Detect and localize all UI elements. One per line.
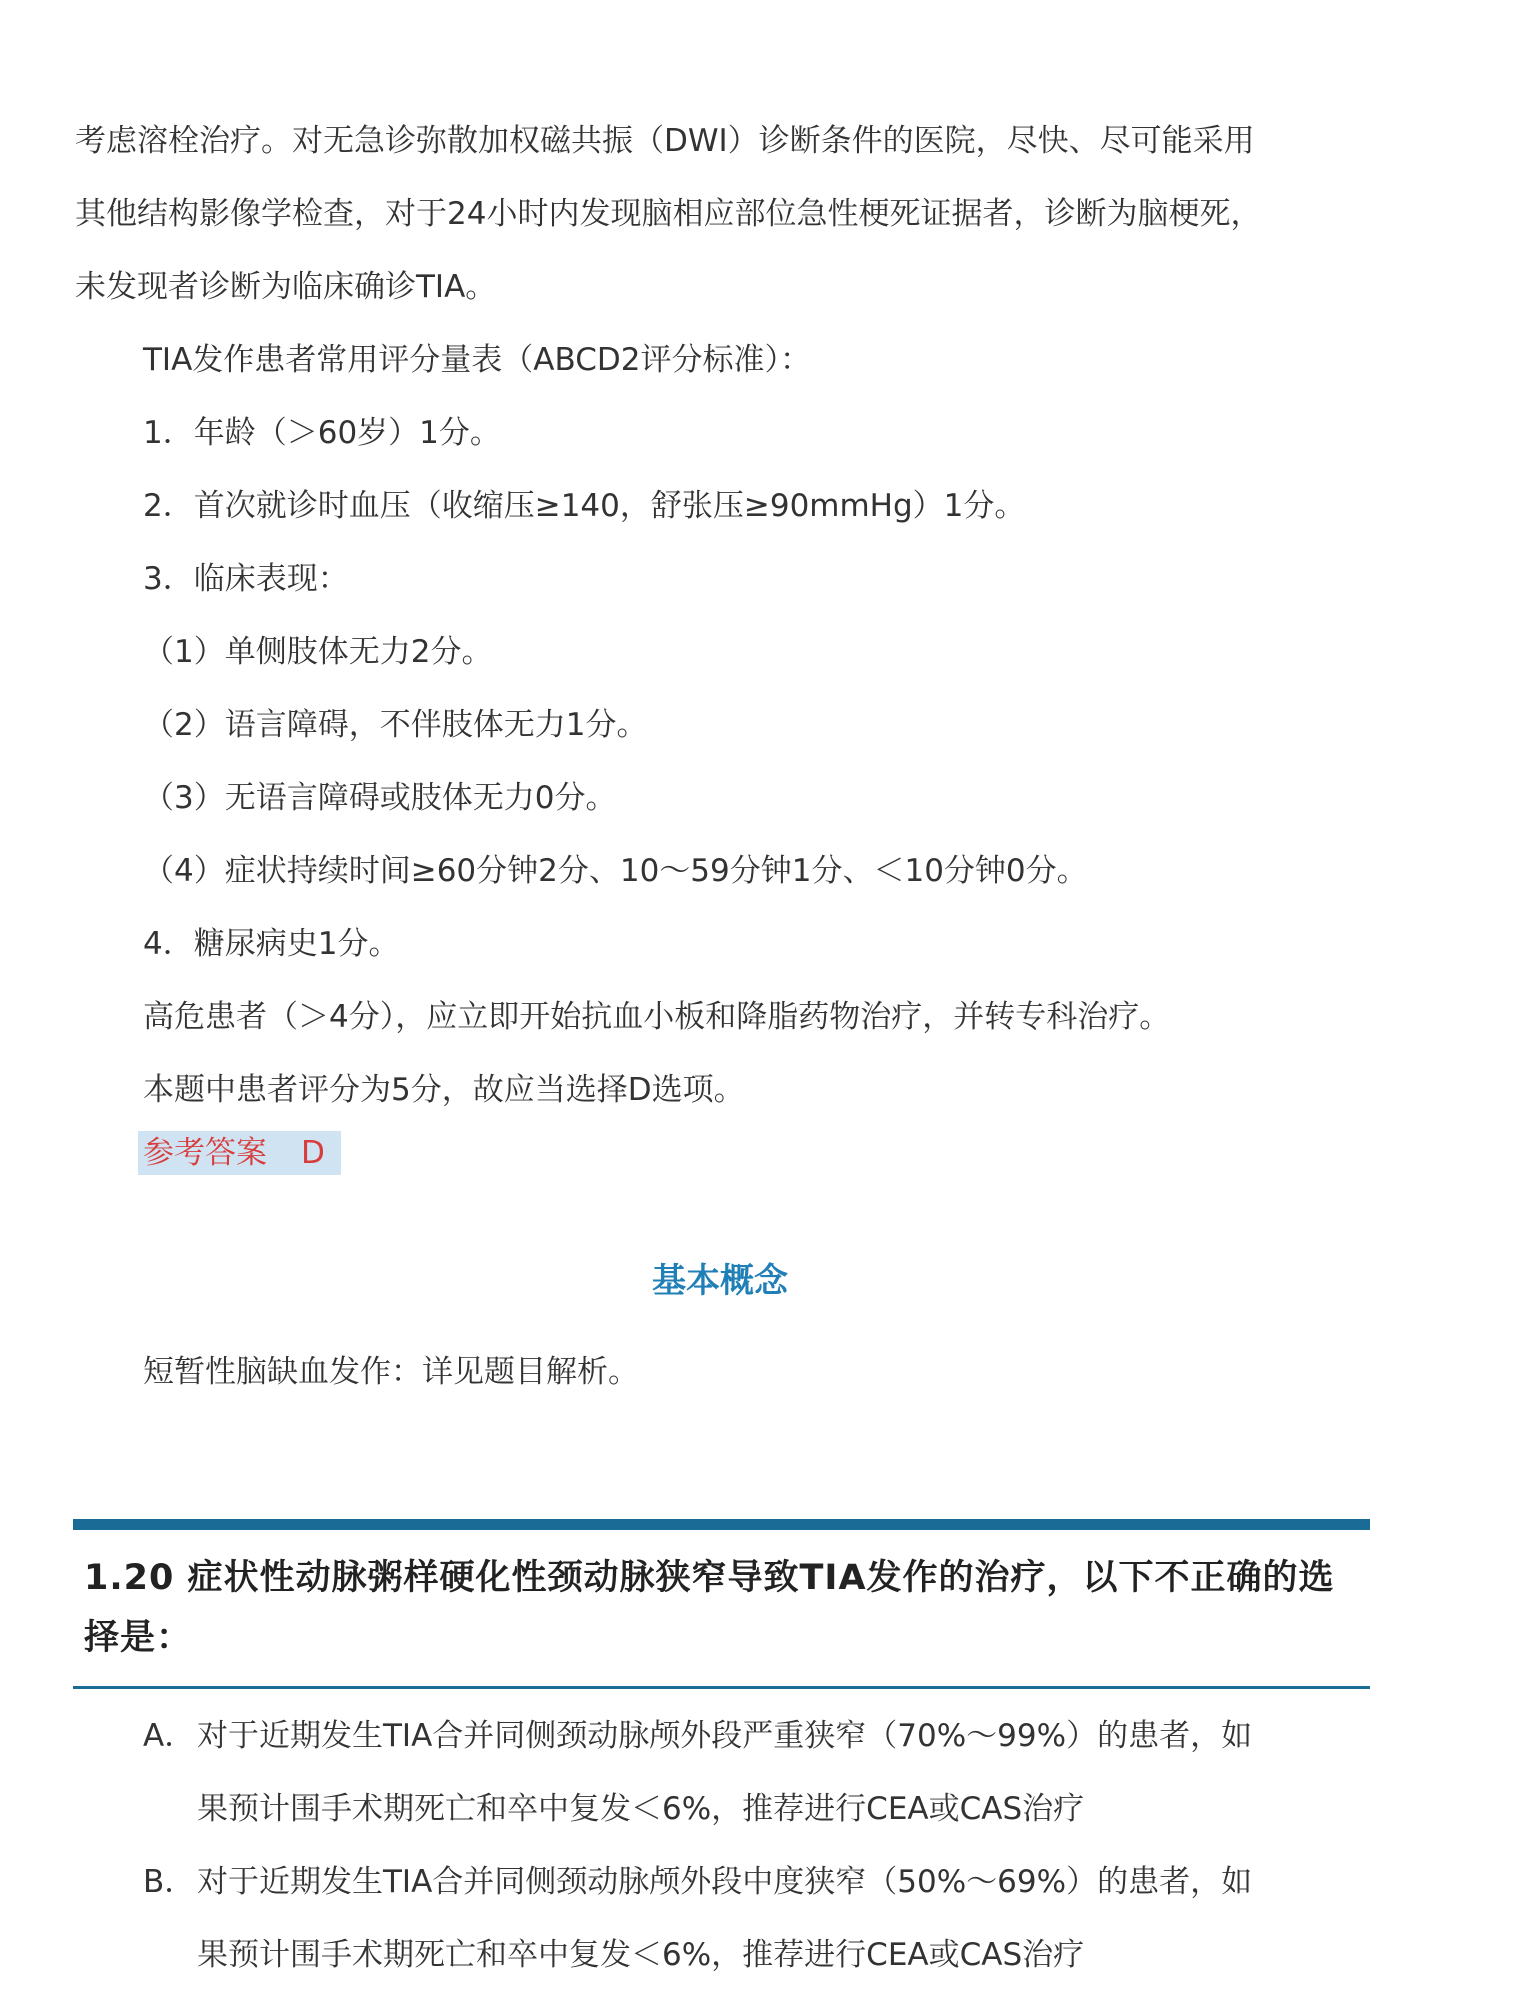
question-top-bar <box>73 1519 1370 1530</box>
intro-line-2: 其他结构影像学检查，对于24小时内发现脑相应部位急性梗死证据者，诊断为脑梗死， <box>75 196 1262 232</box>
answer-letter: D <box>301 1135 325 1171</box>
option-a-line2: 果预计围手术期死亡和卒中复发＜6%，推荐进行CEA或CAS治疗 <box>197 1791 1085 1827</box>
option-b-line2: 果预计围手术期死亡和卒中复发＜6%，推荐进行CEA或CAS治疗 <box>197 1937 1085 1973</box>
scale-item-4: 4．糖尿病史1分。 <box>143 926 400 962</box>
question-divider <box>73 1686 1370 1689</box>
scale-subitem-4: （4）症状持续时间≥60分钟2分、10～59分钟1分、＜10分钟0分。 <box>143 853 1088 889</box>
option-b-letter: B． <box>143 1864 196 1900</box>
scale-subitem-1: （1）单侧肢体无力2分。 <box>143 634 493 670</box>
option-a-letter: A． <box>143 1718 196 1754</box>
option-a-line1: 对于近期发生TIA合并同侧颈动脉颅外段严重狭窄（70%～99%）的患者，如 <box>197 1718 1253 1754</box>
basic-concept-heading: 基本概念 <box>652 1261 788 1301</box>
option-b[interactable] <box>143 1846 1373 1992</box>
question-title: 1.20 症状性动脉粥样硬化性颈动脉狭窄导致TIA发作的治疗，以下不正确的选择是： <box>84 1558 1335 1658</box>
scale-subitem-2: （2）语言障碍，不伴肢体无力1分。 <box>143 707 648 743</box>
scale-item-1: 1．年龄（＞60岁）1分。 <box>143 415 501 451</box>
answer-label: 参考答案 <box>143 1135 267 1171</box>
scale-subitem-3: （3）无语言障碍或肢体无力0分。 <box>143 780 617 816</box>
high-risk-note: 高危患者（＞4分），应立即开始抗血小板和降脂药物治疗，并转专科治疗。 <box>143 999 1171 1035</box>
scale-item-2: 2．首次就诊时血压（收缩压≥140，舒张压≥90mmHg）1分。 <box>143 488 1026 524</box>
score-conclusion: 本题中患者评分为5分，故应当选择D选项。 <box>143 1072 745 1108</box>
option-b-line1: 对于近期发生TIA合并同侧颈动脉颅外段中度狭窄（50%～69%）的患者，如 <box>197 1864 1253 1900</box>
basic-concept-text: 短暂性脑缺血发作：详见题目解析。 <box>143 1354 639 1390</box>
reference-answer <box>143 1131 325 1175</box>
intro-line-1: 考虑溶栓治疗。对无急诊弥散加权磁共振（DWI）诊断条件的医院，尽快、尽可能采用 <box>75 123 1255 159</box>
option-a[interactable] <box>143 1700 1373 1846</box>
intro-line-3: 未发现者诊断为临床确诊TIA。 <box>75 269 497 305</box>
scale-item-3: 3．临床表现： <box>143 561 349 597</box>
scale-intro: TIA发作患者常用评分量表（ABCD2评分标准）： <box>143 342 811 378</box>
